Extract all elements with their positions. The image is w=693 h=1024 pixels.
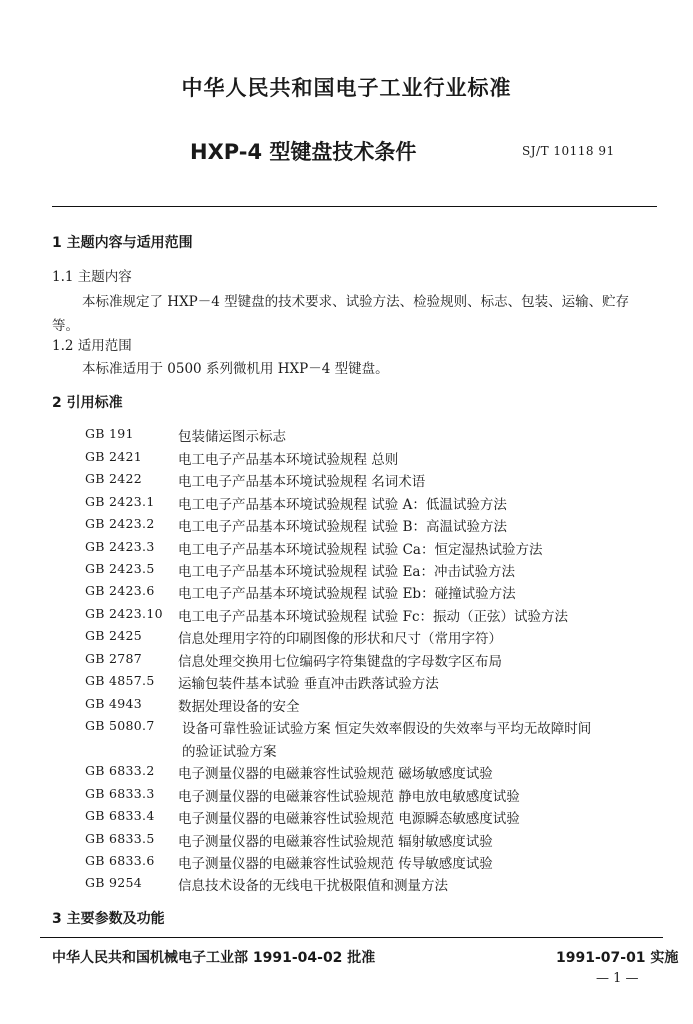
ref-title: 电子测量仪器的电磁兼容性试验规范 传导敏感度试验 [178,856,493,872]
ref-title: 电子测量仪器的电磁兼容性试验规范 磁场敏感度试验 [178,766,493,782]
footer-divider [40,937,663,938]
ref-title: 信息技术设备的无线电干扰极限值和测量方法 [178,878,448,894]
ref-title: 电工电子产品基本环境试验规程 名词术语 [178,474,426,490]
ref-code: GB 2423.2 [85,516,155,531]
org-title: 中华人民共和国电子工业行业标准 [181,76,512,100]
ref-code: GB 191 [85,426,134,441]
ref-code: GB 4857.5 [85,673,155,688]
ref-title: 运输包装件基本试验 垂直冲击跌落试验方法 [178,676,439,692]
page-number: — 1 — [596,971,639,986]
ref-title: 信息处理用字符的印刷图像的形状和尺寸（常用字符） [178,631,502,647]
section-1-1-heading: 1.1 主题内容 [52,269,132,285]
ref-title: 电工电子产品基本环境试验规程 试验 Fc：振动（正弦）试验方法 [178,609,569,625]
ref-title: 电工电子产品基本环境试验规程 试验 B：高温试验方法 [178,519,508,535]
ref-title: 信息处理交换用七位编码字符集键盘的字母数字区布局 [178,654,502,670]
section-1-2-heading: 1.2 适用范围 [52,338,132,354]
ref-code: GB 2423.3 [85,539,155,554]
section-1-1-text-line2: 等。 [52,318,79,334]
ref-code: GB 2787 [85,651,143,666]
ref-code: GB 2423.10 [85,606,163,621]
implementation-date: 1991-07-01 实施 [556,950,679,966]
section-2-heading: 2 引用标准 [52,395,123,411]
ref-title-continuation: 的验证试验方案 [182,744,277,760]
ref-code: GB 4943 [85,696,143,711]
section-3-heading: 3 主要参数及功能 [52,911,165,927]
ref-code: GB 6833.6 [85,853,155,868]
ref-code: GB 9254 [85,875,143,890]
ref-code: GB 2422 [85,471,143,486]
ref-title: 电工电子产品基本环境试验规程 试验 Eb：碰撞试验方法 [178,586,516,602]
ref-title: 电子测量仪器的电磁兼容性试验规范 电源瞬态敏感度试验 [178,811,520,827]
section-1-2-text: 本标准适用于 0500 系列微机用 HXP－4 型键盘。 [82,361,389,377]
ref-title: 电子测量仪器的电磁兼容性试验规范 辐射敏感度试验 [178,834,493,850]
ref-code: GB 6833.2 [85,763,155,778]
ref-title: 电工电子产品基本环境试验规程 试验 Ca：恒定湿热试验方法 [178,542,543,558]
ref-title: 电工电子产品基本环境试验规程 试验 Ea：冲击试验方法 [178,564,515,580]
ref-title: 设备可靠性验证试验方案 恒定失效率假设的失效率与平均无故障时间 [182,721,592,737]
standard-number: SJ/T 10118 91 [522,144,615,158]
section-1-heading: 1 主题内容与适用范围 [52,235,193,251]
ref-code: GB 6833.5 [85,831,155,846]
section-1-1-text-line1: 本标准规定了 HXP－4 型键盘的技术要求、试验方法、检验规则、标志、包装、运输、贮存 [82,294,630,310]
ref-title: 电工电子产品基本环境试验规程 试验 A：低温试验方法 [178,497,507,513]
ref-title: 电工电子产品基本环境试验规程 总则 [178,452,399,468]
ref-title: 数据处理设备的安全 [178,699,300,715]
approval-info: 中华人民共和国机械电子工业部 1991-04-02 批准 [52,950,376,966]
ref-title: 电子测量仪器的电磁兼容性试验规范 静电放电敏感度试验 [178,789,520,805]
ref-code: GB 2425 [85,628,143,643]
ref-code: GB 6833.4 [85,808,155,823]
ref-code: GB 5080.7 [85,718,155,733]
ref-code: GB 2423.1 [85,494,155,509]
ref-code: GB 2421 [85,449,143,464]
header-divider [52,206,657,207]
ref-code: GB 2423.5 [85,561,155,576]
ref-code: GB 2423.6 [85,583,155,598]
ref-title: 包装储运图示标志 [178,429,286,445]
document-title: HXP-4 型键盘技术条件 [190,140,417,164]
ref-code: GB 6833.3 [85,786,155,801]
